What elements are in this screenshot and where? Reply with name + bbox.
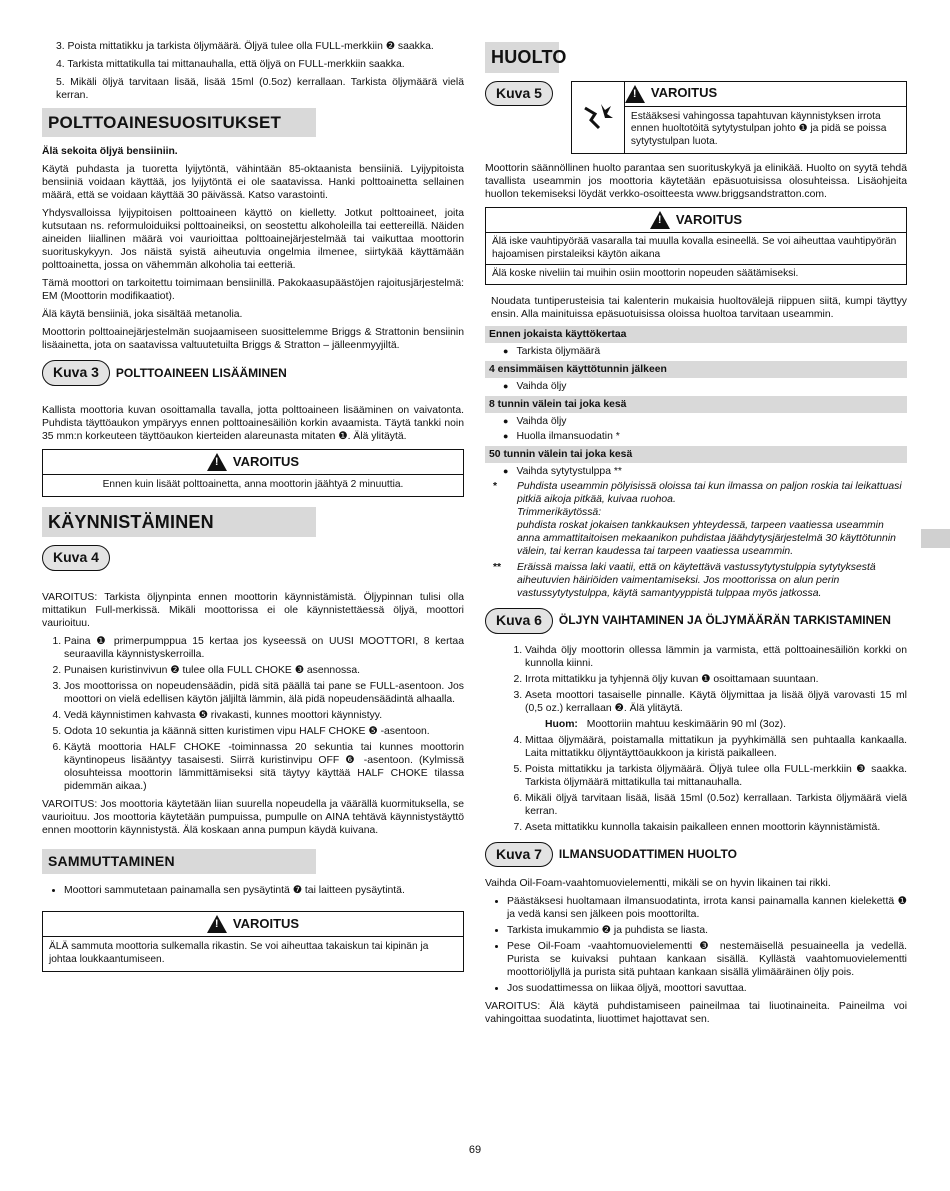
kuva3-title: POLTTOAINEEN LISÄÄMINEN	[115, 365, 287, 380]
footnote-mark: *	[493, 481, 498, 492]
oil-step: 1. Vaihda öljy moottorin ollessa lämmin ja varmista, että polttoainesäiliön korkki on kunnolla kiinni.	[525, 644, 907, 670]
air-item: • Päästäksesi huoltamaan ilmansuodatinta, irrota kansi painamalla kannen kielekettä ❶ ja vedä kansi sen jälkeen pois moottorilta.	[507, 895, 907, 921]
schedule-header: 4 ensimmäisen käyttötunnin jälkeen	[485, 361, 907, 378]
warning-text: ÄLÄ sammuta moottoria sulkemalla rikastin. Se voi aiheuttaa takaiskun tai kipinän ja johtaa loukkaantumiseen.	[49, 941, 429, 965]
schedule-item: ● Tarkista öljymäärä	[485, 345, 907, 358]
kuva3-row	[42, 360, 464, 386]
air-list	[485, 895, 907, 995]
kuva5-badge: Kuva 5	[485, 81, 553, 107]
schedule-item: ● Vaihda öljy	[485, 380, 907, 393]
kuva6-title: ÖLJYN VAIHTAMINEN JA ÖLJYMÄÄRÄN TARKISTAMINEN	[558, 613, 891, 628]
oil-note-label: Huom:	[545, 718, 578, 730]
footnote-line: Puhdista useammin pölyisissä oloissa tai kun ilmassa on paljon roskia tai leikattuasi pitkiä aikoja pitkää, kuivaa ruohoa.	[517, 481, 902, 505]
page-number: 69	[468, 1144, 482, 1156]
fuel-paragraph: Älä käytä bensiiniä, joka sisältää metanolia.	[42, 309, 243, 321]
oil-note-text: Moottoriin mahtuu keskimäärin 90 ml (3oz).	[586, 718, 787, 730]
fuel-paragraph: Yhdysvalloissa lyijypitoisen polttoaineen käyttö on kielletty. Jotkut polttoaineet, joita kutsutaan ns. reformuloiduiksi polttoaineiksi, on seostettu alkoholeilla tai eettereillä. Näiden aineiden liiallinen määrä voi vaurioittaa polttoainejärjestelmää tai vaikuttaa moottorin suorituskykyyn. Jos näistä syistä aiheutuvia ongelmia ilmenee, siirtykää käyttämään polttoainetta, jossa on vähemmän alkoholia tai eetteriä.	[42, 208, 464, 272]
fuel-paragraph: Tämä moottori on tarkoitettu toimimaan bensiinillä. Pakokaasupäästöjen rajoitusjärjestelmä: EM (Moottorin modifikaatiot).	[42, 278, 464, 303]
warning-triangle-icon	[625, 85, 645, 103]
footnote-text: Eräissä maissa laki vaatii, että on käytettävä vastussytytystulppia sytytyksestä aiheutuvien häiriöiden vaimentamiseksi. Jos moottorissa on alun perin vastussytytystulppa, käytä samantyyppistä tulppaa myös jatkossa.	[517, 562, 876, 599]
fuel-bold-note: Älä sekoita öljyä bensiiniin.	[42, 146, 178, 158]
start-warning-2: VAROITUS: Jos moottoria käytetään liian suurella nopeudella ja väärällä kuormituksella, se vaurioituu. Jos moottoria käytetään pumpuissa, pumpulle on AINA tehtävä käynnistystäyttö ennen moottorin käynnistystä. Älä koskaan anna pumpun käydä kuivana.	[42, 798, 464, 836]
schedule-header: Ennen jokaista käyttökertaa	[485, 326, 907, 343]
warning-box-fuel	[42, 449, 464, 497]
kuva4-row	[42, 545, 464, 571]
warning-triangle-icon	[207, 915, 227, 933]
oil-steps	[485, 644, 907, 834]
fuel-paragraph: Moottorin polttoainejärjestelmän suojaamiseen suosittelemme Briggs & Strattonin bensiinin lisäainetta, jota on saatavissa valtuutetuilta Briggs & Stratton – jälleenmyyjiltä.	[42, 327, 464, 352]
intro-step: 3. Poista mittatikku ja tarkista öljymäärä. Öljyä tulee olla FULL-merkkiin ❷ saakka.	[56, 41, 434, 52]
schedule-intro: Noudata tuntiperusteisia tai kalenterin mukaisia huoltovälejä riippuen siitä, kumpi täyttyy ensin. Alla mainituissa epäsuotuisissa oloissa huoltoa tarvitaan useammin.	[491, 296, 907, 320]
warning-title: VAROITUS	[232, 915, 300, 931]
right-column	[485, 42, 907, 1031]
spark-plug-hazard-icon	[572, 82, 624, 153]
warning-box-service	[571, 81, 907, 154]
kuva5-row	[485, 81, 907, 154]
schedule-item: ● Huolla ilmansuodatin *	[485, 430, 907, 443]
stop-list	[42, 884, 464, 897]
schedule-item: ● Vaihda öljy	[485, 415, 907, 428]
fuel-section-header: POLTTOAINESUOSITUKSET	[42, 108, 316, 137]
start-step: 4. Vedä käynnistimen kahvasta ❺ rivakasti, kunnes moottori käynnistyy.	[64, 709, 464, 722]
footnote-mark: **	[493, 562, 502, 573]
start-step: 3. Jos moottorissa on nopeudensäädin, pidä sitä päällä tai pane se FULL-asentoon. Jos moottori on vielä edellisen käytön jäljiltä lämmin, älä pidä nopeudensäädintä alhaalla.	[64, 680, 464, 706]
schedule-item: ● Vaihda sytytystulppa **	[485, 465, 907, 478]
intro-step: 5. Mikäli öljyä tarvitaan lisää, lisää 15ml (0.5oz) kerrallaan. Tarkista öljymäärä vielä kerran.	[56, 77, 464, 101]
air-item: • Pese Oil-Foam -vaahtomuovielementti ❸ nestemäisellä pesuaineella ja vedellä. Purista se kuivaksi puhtaan kankaan sisällä. Kyllästä vaahtomuovielementti moottoriöljyllä ja purista sitä puhtaan kankaan sisällä ylimääräinen öljy pois.	[507, 940, 907, 979]
kuva7-badge: Kuva 7	[485, 842, 553, 868]
left-column	[42, 40, 464, 982]
schedule-header: 50 tunnin välein tai joka kesä	[485, 446, 907, 463]
fuel-paragraph: Käytä puhdasta ja tuoretta lyijytöntä, vähintään 85-oktaanista bensiiniä. Lyijypitoista bensiiniä voidaan käyttää, jos lyijytöntä ei ole saatavissa. Hanki polttoainetta sellainen määrä, että se voidaan käyttää 30 päivässä. Katso varastointi.	[42, 164, 464, 202]
start-steps	[42, 635, 464, 793]
oil-step: 5. Poista mittatikku ja tarkista öljymäärä. Öljyä tulee olla FULL-merkkiin ❸ saakka. Tarkista öljymäärä mittatikulla tai mittanauhalla.	[525, 763, 907, 789]
start-step: 2. Punaisen kuristinvivun ❷ tulee olla FULL CHOKE ❸ asennossa.	[64, 664, 464, 677]
oil-step: 6. Mikäli öljyä tarvitaan lisää, lisää 15ml (0.5oz) kerrallaan. Tarkista öljymäärä vielä kerran.	[525, 792, 907, 818]
kuva3-badge: Kuva 3	[42, 360, 110, 386]
warning-title: VAROITUS	[650, 85, 718, 101]
warning-text	[486, 233, 906, 284]
kuva7-title: ILMANSUODATTIMEN HUOLTO	[558, 846, 737, 861]
warning-text: Ennen kuin lisäät polttoainetta, anna moottorin jäähtyä 2 minuuttia.	[102, 478, 404, 490]
oil-step-text: Aseta moottori tasaiselle pinnalle. Käytä öljymittaa ja lisää öljyä varovasti 15 ml (0,5 oz.) kerrallaan ❷. Älä ylitäytä.	[525, 689, 907, 714]
intro-steps	[42, 40, 464, 102]
intro-step: 4. Tarkista mittatikulla tai mittanauhalla, että öljyä on FULL-merkkiin saakka.	[56, 59, 405, 70]
start-step: 5. Odota 10 sekuntia ja käännä sitten kuristimen vipu HALF CHOKE ❺ -asentoon.	[64, 725, 464, 738]
oil-step: 4. Mittaa öljymäärä, poistamalla mittatikun ja pyyhkimällä sen puhtaalla kankaalla. Laita mittatikku öljyntäyttöaukkoon ja kiristä paikalleen.	[525, 734, 907, 760]
start-section-header: KÄYNNISTÄMINEN	[42, 507, 316, 538]
kuva6-badge: Kuva 6	[485, 608, 553, 634]
air-item: • Tarkista imukammio ❷ ja puhdista se liasta.	[507, 924, 907, 937]
kuva6-row	[485, 608, 907, 634]
warning-header	[486, 208, 906, 233]
warning-line: Älä iske vauhtipyörää vasaralla tai muulla kovalla esineellä. Se voi aiheuttaa vauhtipyörän hajoamisen pirstaleiksi käytön aikana	[486, 233, 906, 266]
service-section-header: HUOLTO	[485, 42, 559, 73]
warning-triangle-icon	[650, 211, 670, 229]
warning-box-stop	[42, 911, 464, 972]
stop-item: • Moottori sammutetaan painamalla sen pysäytintä ❼ tai laitteen pysäytintä.	[64, 884, 464, 897]
oil-step	[525, 689, 907, 731]
warning-text: Estääksesi vahingossa tapahtuvan käynnistyksen irrota ennen huoltotöitä sytytystulpan johto ❶ ja pidä se poissa sytytystulpan luota.	[624, 107, 906, 153]
footnote-1	[485, 480, 907, 558]
start-step: 1. Paina ❶ primerpumppua 15 kertaa jos kyseessä on UUSI MOOTTORI, 8 kertaa seuraavilla käynnistyskerroilla.	[64, 635, 464, 661]
warning-line: Älä koske niveliin tai muihin osiin moottorin nopeuden säätämiseksi.	[492, 268, 799, 280]
warning-header	[43, 912, 463, 937]
air-warning: VAROITUS: Älä käytä puhdistamiseen paineilmaa tai liuotinaineita. Paineilma voi vahingoittaa suodatinta, liuottimet hajottavat sen.	[485, 1001, 907, 1025]
warning-box-flywheel	[485, 207, 907, 285]
air-intro: Vaihda Oil-Foam-vaahtomuovielementti, mikäli se on hyvin likainen tai rikki.	[485, 878, 831, 889]
stop-section-header: SAMMUTTAMINEN	[42, 849, 316, 875]
kuva7-row	[485, 842, 907, 868]
footnote-2	[485, 561, 907, 600]
warning-header	[624, 82, 906, 107]
oil-note	[525, 718, 907, 731]
footnote-line: Trimmerikäytössä:	[517, 507, 602, 518]
footnote-line: anna ammattitaitoisen mekaanikon puhdistaa jäähdytysjärjestelmä 30 käyttötunnin välein, tai kerran kaudessa tai tarpeen vaatiessa useammin.	[517, 533, 896, 557]
kuva3-text: Kallista moottoria kuvan osoittamalla tavalla, jotta polttoaineen lisääminen on vaivatonta. Puhdista täyttöaukon ympäryys ennen polttoainesäiliön korkin avaamista. Täytä tankki noin 35 mm:n korkeuteen täyttöaukon kierteiden alareunasta mitaten ❶. Älä ylitäytä.	[42, 404, 464, 442]
start-warning: VAROITUS: Tarkista öljynpinta ennen moottorin käynnistämistä. Öljypinnan tulisi olla mittatikun Full-merkissä. Mikäli moottorissa ei ole käynnistettäessä öljyä, moottori vaurioituu.	[42, 591, 464, 629]
oil-step: 7. Aseta mittatikku kunnolla takaisin paikalleen ennen moottorin käynnistämistä.	[525, 821, 907, 834]
maintenance-schedule	[485, 326, 907, 478]
footnote-line: puhdista roskat jokaisen tankkauksen yhteydessä, tarpeen vaatiessa useammin	[517, 520, 884, 531]
start-step: 6. Käytä moottoria HALF CHOKE -toiminnassa 20 sekuntia tai kunnes moottorin käyntinopeus lisääntyy tasaisesti. Siirrä kuristinvipu OFF ❻ -asentoon. (Kylmissä olosuhteissa moottorin lämmittämiseksi sitä täytyy käyttää HALF CHOKE tilassa pidemmän aikaa.)	[64, 741, 464, 793]
warning-title: VAROITUS	[675, 211, 743, 227]
oil-step: 2. Irrota mittatikku ja tyhjennä öljy kuvan ❶ osoittamaan suuntaan.	[525, 673, 907, 686]
side-tab-marker	[921, 529, 950, 548]
warning-title: VAROITUS	[232, 453, 300, 469]
service-paragraph: Moottorin säännöllinen huolto parantaa sen suorituskykyä ja elinikää. Huolto on syytä tehdä tavallista useammin jos moottoria käytetään epäsuotuisissa olosuhteissa. Lisäohjeita huollon tekemiseksi löydät verkko-osoitteesta www.briggsandstratton.com.	[485, 162, 907, 200]
kuva4-badge: Kuva 4	[42, 545, 110, 571]
schedule-header: 8 tunnin välein tai joka kesä	[485, 396, 907, 413]
warning-triangle-icon	[207, 453, 227, 471]
warning-header	[43, 450, 463, 475]
air-item: • Jos suodattimessa on liikaa öljyä, moottori savuttaa.	[507, 982, 907, 995]
